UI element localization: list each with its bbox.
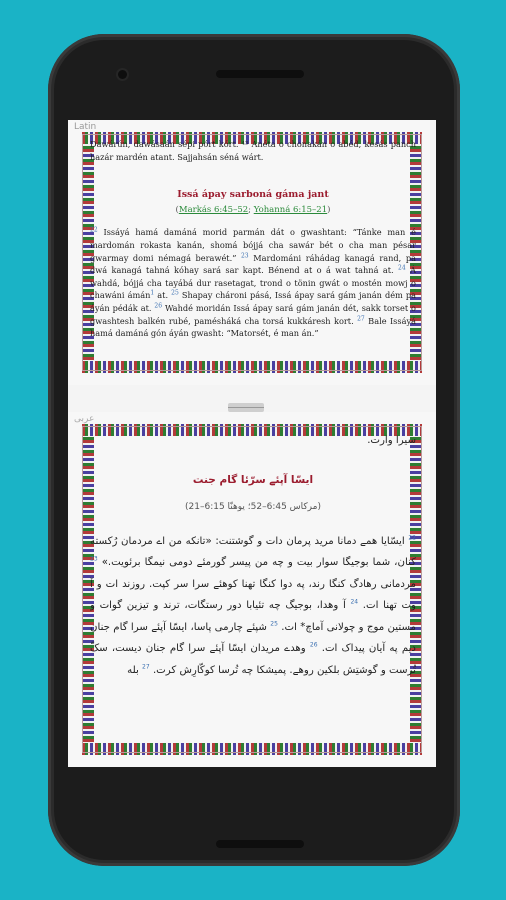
verse-number[interactable]: 23	[90, 555, 98, 563]
bottom-speaker	[216, 840, 304, 848]
verse-number[interactable]: 26	[309, 641, 318, 649]
intro-text: Dawárún, dawásaán sépi pórt kórt. ⁴³ Anéta o chonakán o abéd, kesás panch hazár mardén atant. Sajjahsán séná wárt.	[90, 139, 416, 162]
app-screen	[68, 120, 436, 767]
verse-number[interactable]: 26	[154, 302, 163, 310]
verse-number[interactable]: 27	[357, 314, 365, 322]
verse-text: بله	[127, 664, 139, 676]
cross-reference: (Markás 6:45–52; Yohanná 6:15–21)	[175, 204, 331, 215]
verse-number[interactable]: 23	[240, 251, 249, 259]
verse-number[interactable]: 25	[171, 289, 179, 297]
footnote-marker[interactable]: 1	[150, 289, 155, 297]
latin-content	[90, 138, 416, 367]
verse-number[interactable]: 27	[142, 663, 150, 671]
section-heading: ایسّا آپئے سرّئا گام جنت	[192, 473, 314, 486]
verse-text: وهدے مریدان ایسّا آپئے سرا گام جنان دیست، سکّ تُرست و گوشتِش بلکین روهے. پمیشکا چه تُرسا کوکّارِش کرت.	[90, 643, 416, 676]
reference-link-john[interactable]: Yohanná 6:15–21	[253, 204, 328, 215]
pane-label-latin: Latin	[74, 122, 97, 132]
verse-text: شپئے چارمی پاسا، ایسّا آپئے سرا گام جنان دیم په آیان پیداک ات.	[90, 621, 416, 654]
front-camera	[118, 70, 127, 79]
verse-text: Issáyá hamá damáná morid parmán dát o gwashtant: “Tánke man é mardomán rokasta kanán, shomá bójjá cha sawár bét o cha man pésar gwarmay domi némagá berawét.”	[90, 227, 416, 263]
intro-text: سیرا وارت.	[367, 435, 416, 446]
verse-text: Bale Issáyá hamá damáná gón áyán gwasht: “Matorsét, é man án.”	[90, 315, 416, 339]
verse-number[interactable]: 24	[398, 264, 406, 272]
verse-number[interactable]: 24	[350, 598, 359, 606]
latin-text-pane[interactable]	[68, 120, 436, 385]
section-heading: Issá ápay sarboná gáma jant	[177, 189, 329, 201]
cross-reference[interactable]: (مرکاس 6:45–52؛ یوهنّا 6:15–21)	[185, 502, 321, 512]
earpiece-speaker	[216, 70, 304, 78]
drag-handle[interactable]	[228, 403, 264, 412]
verse-text: Á wahdá, bójjá cha tayábá dur rasetagat, trond o tönin gwát o mostén mowj o chawáni ámán	[90, 265, 416, 301]
verse-paragraph	[90, 531, 416, 682]
verse-text: at.	[157, 290, 169, 301]
verse-number[interactable]: 25	[270, 620, 278, 628]
verse-text: آ وهدا، بوجیگ چه تئیابا دور رستگات، ترند و تیزین گوات و مستین موج و چولانی آماچ* ات.	[90, 600, 416, 633]
verse-number[interactable]: 22	[408, 534, 416, 542]
verse-text: ایسّایا همے دمانا مرید پرمان دات و گوشتنت: «تانکه من اے مردمان رُکسته کنان، شما بوجیگا سوار بیت و چه من پیسر گورمئے دومی نیمگا برئویت.»	[90, 535, 416, 568]
arabic-content	[90, 430, 416, 749]
verse-text: Mardománi ráhádag kanagá rand, pa dwá kanagá tahná kóhay sará sar kapt. Bénend at o á wat tahná at.	[90, 252, 416, 276]
verse-number[interactable]: 22	[90, 226, 98, 234]
arabic-text-pane[interactable]	[68, 412, 436, 767]
verse-paragraph	[90, 226, 416, 339]
verse-text: Wahdé moridán Issá ápay sará gám janán dét, sakk torset o gwashtesh balkén rubé, pamésháká cha torsá kukkáresh kort.	[90, 302, 416, 326]
verse-text: مردمانی رهادگ کنگا رند، په دوا کنگا تهنا کوهئے سرا سر کپت. روزند ات و آ وت تهنا ات.	[90, 578, 416, 611]
verse-text: Shapay chároni pásá, Issá ápay sará gám janán dém pa áyán pédák at.	[90, 290, 416, 313]
reference-link-mark[interactable]: Markás 6:45–52	[178, 204, 249, 215]
pane-label-arabic: عربی	[74, 414, 95, 424]
